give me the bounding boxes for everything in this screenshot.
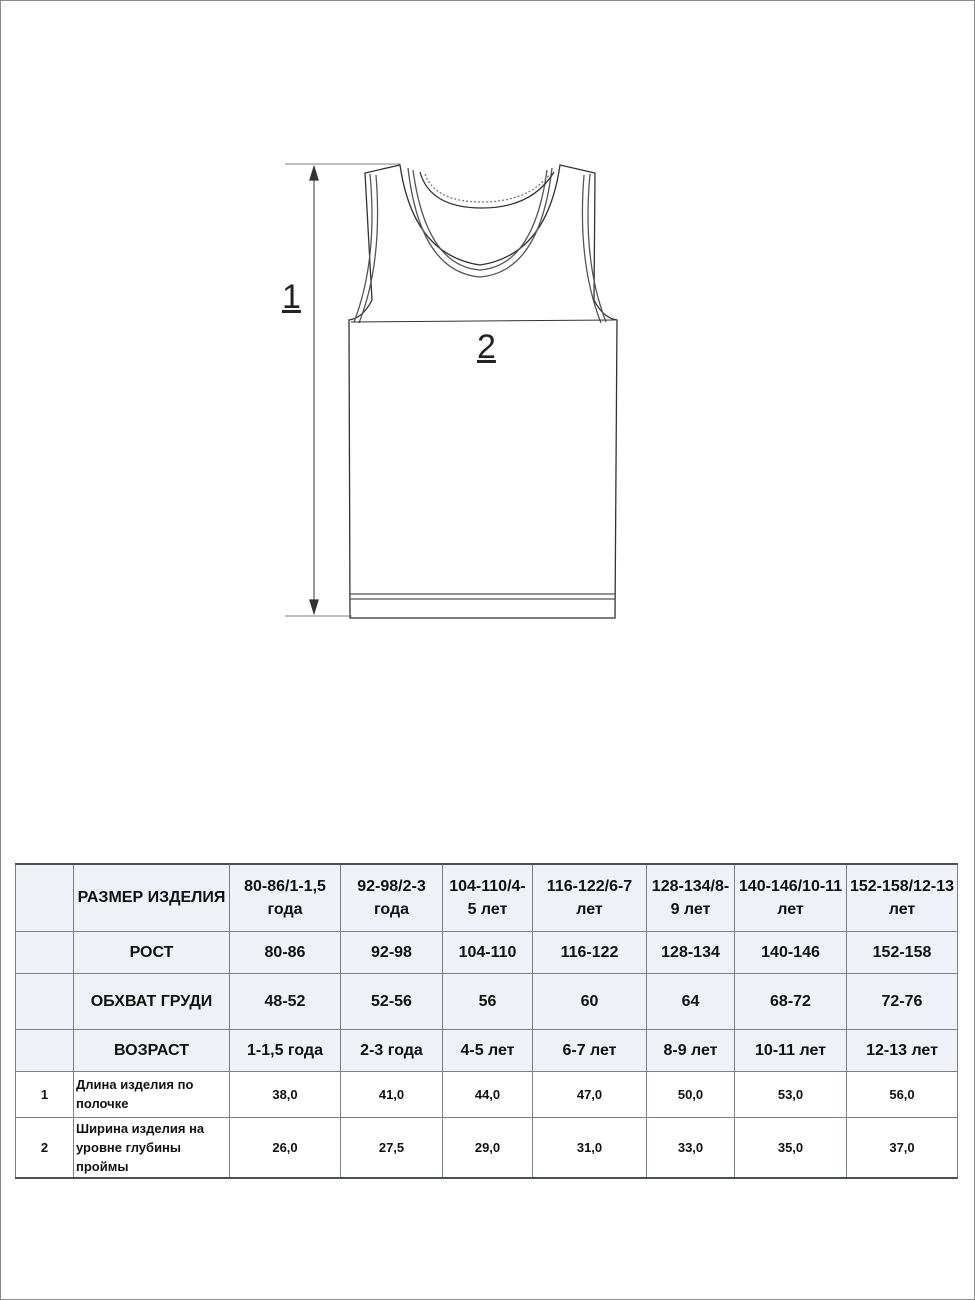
age-cell: 4-5 лет	[443, 1029, 533, 1071]
chest-cell: 72-76	[847, 973, 958, 1029]
size-cell: 80-86/1-1,5 года	[230, 864, 341, 931]
measurement-value: 38,0	[230, 1071, 341, 1117]
height-row	[16, 931, 958, 973]
size-table	[15, 863, 958, 1179]
measure-label-2: 2	[477, 328, 496, 366]
chest-cell: 60	[533, 973, 647, 1029]
size-row	[16, 864, 958, 931]
chest-cell: 48-52	[230, 973, 341, 1029]
measurement-value: 33,0	[647, 1117, 735, 1178]
age-row	[16, 1029, 958, 1071]
height-cell: 128-134	[647, 931, 735, 973]
measurement-value: 35,0	[735, 1117, 847, 1178]
measurement-value: 41,0	[341, 1071, 443, 1117]
age-cell: 1-1,5 года	[230, 1029, 341, 1071]
measurement-row	[16, 1117, 958, 1178]
garment-outline	[349, 165, 617, 618]
height-cell: 140-146	[735, 931, 847, 973]
age-cell: 10-11 лет	[735, 1029, 847, 1071]
age-cell: 2-3 года	[341, 1029, 443, 1071]
age-cell: 8-9 лет	[647, 1029, 735, 1071]
age-cell: 12-13 лет	[847, 1029, 958, 1071]
size-cell: 152-158/12-13 лет	[847, 864, 958, 931]
measure-label-1: 1	[282, 278, 301, 316]
measurement-value: 29,0	[443, 1117, 533, 1178]
measurement-value: 53,0	[735, 1071, 847, 1117]
chest-cell: 52-56	[341, 973, 443, 1029]
row-label: ОБХВАТ ГРУДИ	[74, 973, 230, 1029]
size-cell: 116-122/6-7 лет	[533, 864, 647, 931]
measurement-label: Длина изделия по полочке	[74, 1071, 230, 1117]
tank-top-sketch	[270, 150, 630, 630]
height-cell: 92-98	[341, 931, 443, 973]
height-cell: 116-122	[533, 931, 647, 973]
measurement-number: 1	[16, 1071, 74, 1117]
height-cell: 152-158	[847, 931, 958, 973]
height-cell: 104-110	[443, 931, 533, 973]
measurement-row	[16, 1071, 958, 1117]
measurement-value: 56,0	[847, 1071, 958, 1117]
measurement-value: 50,0	[647, 1071, 735, 1117]
measurement-value: 47,0	[533, 1071, 647, 1117]
chest-cell: 68-72	[735, 973, 847, 1029]
row-label: РОСТ	[74, 931, 230, 973]
row-label: РАЗМЕР ИЗДЕЛИЯ	[74, 864, 230, 931]
measurement-value: 27,5	[341, 1117, 443, 1178]
chest-cell: 64	[647, 973, 735, 1029]
measurement-label: Ширина изделия на уровне глубины проймы	[74, 1117, 230, 1178]
size-cell: 140-146/10-11 лет	[735, 864, 847, 931]
height-cell: 80-86	[230, 931, 341, 973]
size-cell: 128-134/8-9 лет	[647, 864, 735, 931]
measurement-value: 37,0	[847, 1117, 958, 1178]
measurement-number: 2	[16, 1117, 74, 1178]
size-cell: 104-110/4-5 лет	[443, 864, 533, 931]
measurement-value: 26,0	[230, 1117, 341, 1178]
measurement-value: 44,0	[443, 1071, 533, 1117]
measurement-value: 31,0	[533, 1117, 647, 1178]
chest-row	[16, 973, 958, 1029]
age-cell: 6-7 лет	[533, 1029, 647, 1071]
size-cell: 92-98/2-3 года	[341, 864, 443, 931]
row-label: ВОЗРАСТ	[74, 1029, 230, 1071]
chest-cell: 56	[443, 973, 533, 1029]
